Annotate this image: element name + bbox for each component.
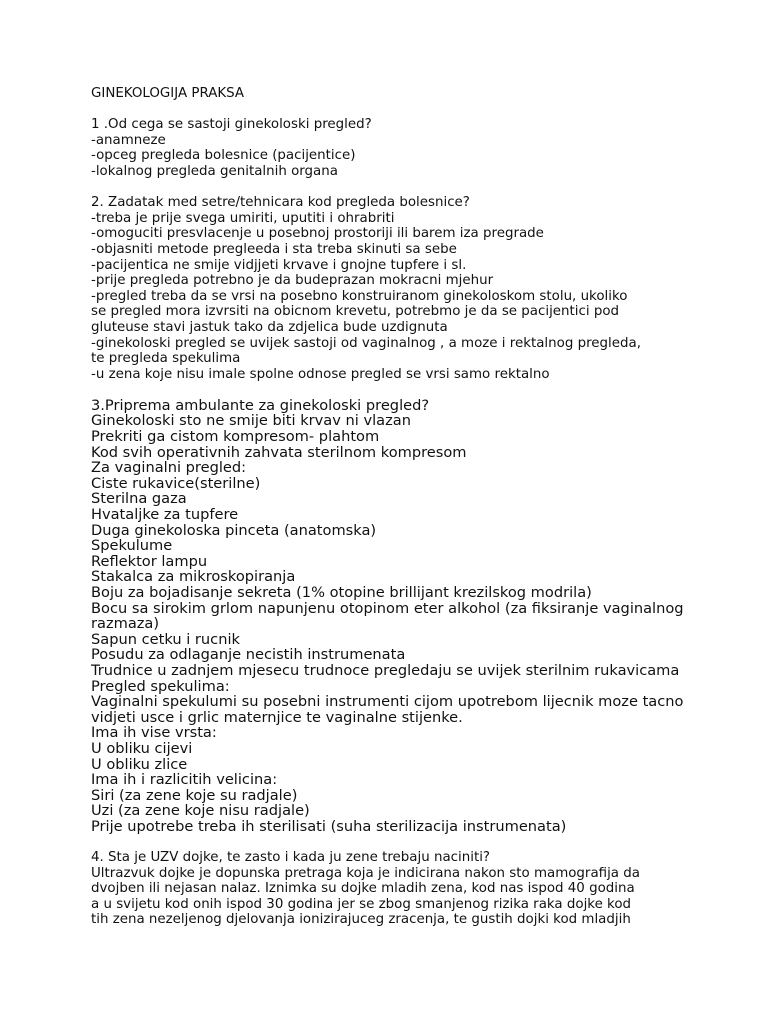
section-3-line: Uzi (za zene koje nisu radjale) xyxy=(91,802,310,820)
section-3-line: Ima ih i razlicitih velicina: xyxy=(91,771,278,789)
section-3-line: U obliku zlice xyxy=(91,755,188,773)
blank-line xyxy=(91,835,711,851)
section-4-line: tih zena nezeljenog djelovanja ionizirajuceg zracenja, te gustih dojki kod mladjih xyxy=(91,912,631,928)
section-2-line: se pregled mora izvrsiti na obicnom krevetu, potrebmo je da se pacijentici pod xyxy=(91,304,620,320)
section-1-line: -anamneze xyxy=(91,132,166,148)
section-3-line: Sterilna gaza xyxy=(91,490,187,508)
section-2-line: -pregled treba da se vrsi na posebno konstruiranom ginekoloskom stolu, ukoliko xyxy=(91,288,628,304)
section-3-question: 3.Pripremа ambulante za ginekoloski pregled? xyxy=(91,396,430,414)
section-1-question: 1 .Od cega se sastoji ginekoloski pregled? xyxy=(91,117,372,133)
section-2-line: -ginekoloski pregled se uvijek sastoji od vaginalnog , a moze i rektalnog pregleda, xyxy=(91,335,641,351)
section-3-line: U obliku cijevi xyxy=(91,739,193,757)
section-4-question: 4. Sta je UZV dojke, te zasto i kada ju zene trebaju naciniti? xyxy=(91,850,491,866)
section-2-line: -pacijentica ne smije vidjjeti krvave i gnojne tupfere i sl. xyxy=(91,257,467,273)
blank-line xyxy=(91,180,711,196)
section-3-line: Stakalca za mikroskopiranja xyxy=(91,568,296,586)
section-3-line: Pregled spekulima: xyxy=(91,677,230,695)
section-4-line: Ultrazvuk dojke je dopunska pretraga koja je indicirana nakon sto mamografija da xyxy=(91,865,640,881)
section-2-line: gluteuse stavi jastuk tako da zdjelica bude uzdignuta xyxy=(91,319,448,335)
section-2-line: -objasniti metode pregleeda i sta treba skinuti sa sebe xyxy=(91,241,457,257)
section-3-line: Prekriti ga cistom kompresom- plahtom xyxy=(91,428,380,446)
section-2-line: -omoguciti presvlacenje u posebnoj prostoriji ili barem iza pregrade xyxy=(91,226,544,242)
section-3-line: Boju za bojadisanje sekreta (1% otopine brillijant krezilskog modrila) xyxy=(91,584,592,601)
section-2-line: -u zena koje nisu imale spolne odnose pregled se vrsi samo rektalno xyxy=(91,366,550,382)
section-2-line: te pregleda spekulima xyxy=(91,351,241,367)
section-4-line: a u svijetu kod onih ispod 30 godina jer se zbog smanjenog rizika raka dojke kod xyxy=(91,896,632,912)
section-3-line: Posudu za odlaganje necistih instrumenata xyxy=(91,646,406,664)
blank-line xyxy=(91,102,711,118)
section-3-line: vidjeti usce i grlic maternjice te vaginalne stijenke. xyxy=(91,708,463,726)
section-3-line: Siri (za zene koje su radjale) xyxy=(91,786,298,804)
section-3-line: Ciste rukavice(sterilne) xyxy=(91,474,261,492)
document-page xyxy=(91,86,711,928)
section-3-line: Spekulume xyxy=(91,537,173,555)
section-3-line: Bocu sa sirokim grlom napunjenu otopinom eter alkohol (za fiksiranje vaginalnog xyxy=(91,599,684,617)
section-1-line: -opceg pregleda bolesnice (pacijentice) xyxy=(91,148,356,164)
section-3-line: Reflektor lampu xyxy=(91,552,208,570)
blank-line xyxy=(91,382,711,398)
section-3-line: Duga ginekoloska pinceta (anatomska) xyxy=(91,521,377,539)
section-3-line: Trudnice u zadnjem mjesecu trudnoce pregledaju se uvijek sterilnim rukavicama xyxy=(91,661,680,679)
section-1-line: -lokalnog pregleda genitalnih organa xyxy=(91,163,338,179)
section-3-line: Sapun cetku i rucnik xyxy=(91,630,240,648)
section-2-line: -treba je prije svega umiriti, uputiti i ohrabriti xyxy=(91,210,395,226)
section-4 xyxy=(91,850,711,928)
section-3 xyxy=(91,398,711,835)
section-2 xyxy=(91,195,711,382)
section-2-question: 2. Zadatak med setre/tehnicara kod pregleda bolesnice? xyxy=(91,195,470,211)
section-3-line: Hvataljke za tupfere xyxy=(91,506,239,524)
section-3-line: Za vaginalni pregled: xyxy=(91,459,247,477)
section-3-line: Vaginalni spekulumi su posebni instrumenti cijom upotrebom lijecnik moze tacno xyxy=(91,693,684,711)
document-title: GINEKOLOGIJA PRAKSA xyxy=(91,86,245,101)
section-3-line: Prije upotrebe treba ih sterilisati (suha sterilizacija instrumenata) xyxy=(91,817,567,835)
section-1 xyxy=(91,117,711,179)
section-3-line: Kod svih operativnih zahvata sterilnom kompresom xyxy=(91,443,467,461)
section-3-line: Ima ih vise vrsta: xyxy=(91,724,217,742)
section-4-line: dvojben ili nejasan nalaz. Iznimka su dojke mladih zena, kod nas ispod 40 godina xyxy=(91,881,635,897)
section-2-line: -prije pregleda potrebno je da budeprazan mokracni mjehur xyxy=(91,273,494,289)
section-3-line: Ginekoloski sto ne smije biti krvav ni vlazan xyxy=(91,412,411,430)
section-3-line: razmaza) xyxy=(91,615,160,633)
